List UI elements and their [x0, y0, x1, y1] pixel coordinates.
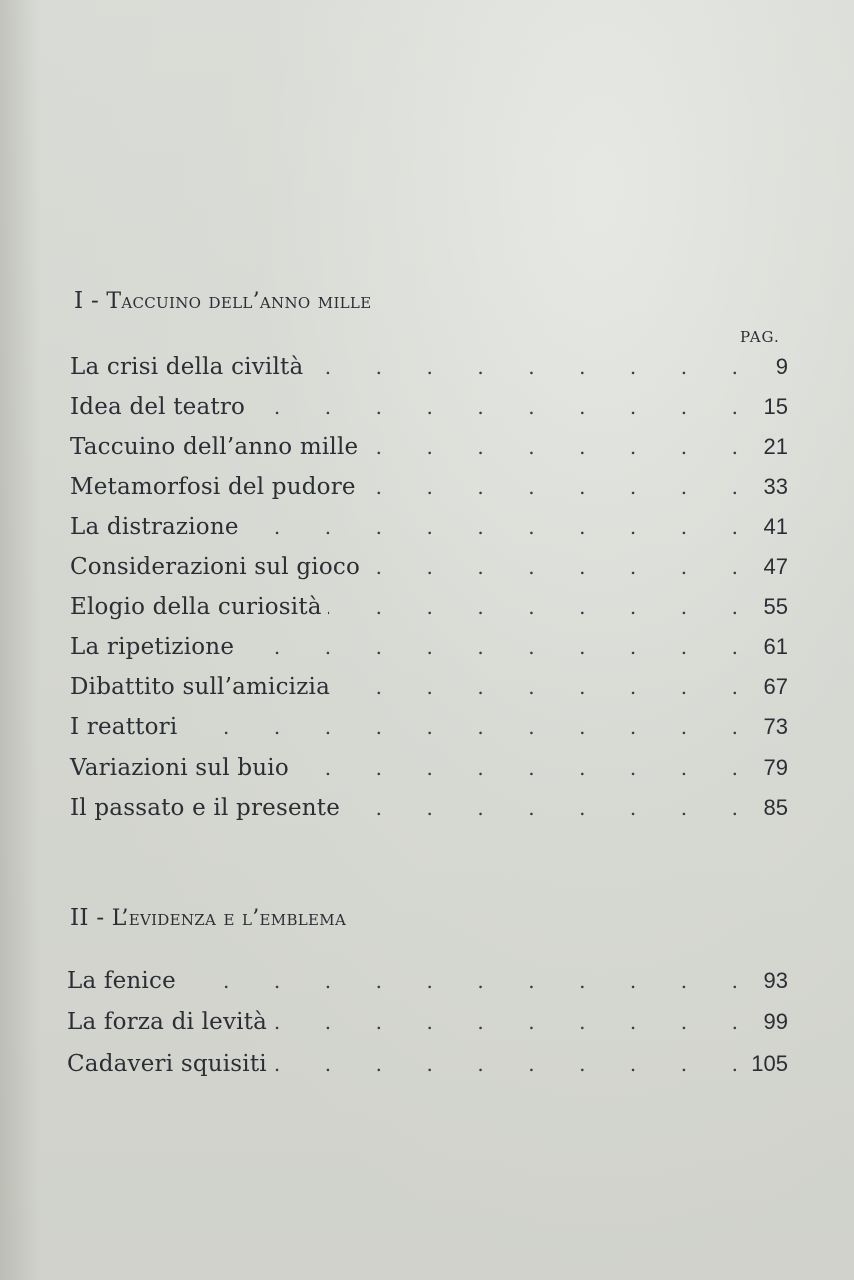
dot-leader [245, 515, 738, 539]
toc-entry-title: La forza di levità [67, 1009, 268, 1035]
section-heading-1 [74, 288, 371, 314]
toc-entry[interactable] [70, 434, 788, 464]
toc-entry-page: 21 [763, 434, 788, 459]
toc-entry-page: 105 [751, 1051, 788, 1076]
toc-entry[interactable] [70, 714, 788, 744]
dot-leader [336, 675, 738, 699]
toc-entry-title: La ripetizione [70, 634, 235, 660]
dot-leader [366, 555, 738, 579]
toc-entry[interactable] [70, 394, 788, 424]
dot-leader [364, 435, 738, 459]
toc-entry-page: 61 [763, 634, 788, 659]
dot-leader [183, 715, 738, 739]
toc-entry-page: 55 [763, 594, 788, 619]
toc-entry-page: 79 [763, 755, 788, 780]
toc-entry-page: 99 [763, 1009, 788, 1034]
toc-entry-title: Il passato e il presente [70, 795, 341, 821]
dot-leader [309, 355, 738, 379]
toc-entry-title: Dibattito sull’amicizia [70, 674, 331, 700]
toc-entry[interactable] [70, 554, 788, 584]
toc-entry[interactable] [70, 795, 788, 825]
dot-leader [273, 1010, 738, 1034]
toc-entry[interactable] [70, 474, 788, 504]
toc-entry-page: 73 [763, 714, 788, 739]
toc-entry-title: La fenice [67, 968, 176, 994]
toc-entry-title: Considerazioni sul gioco [70, 554, 360, 580]
toc-entry-page: 9 [775, 354, 788, 379]
toc-entry[interactable] [67, 1009, 788, 1039]
toc-entry[interactable] [70, 514, 788, 544]
toc-entry-page: 67 [763, 674, 788, 699]
toc-entry-page: 47 [763, 554, 788, 579]
dot-leader [362, 475, 738, 499]
toc-entry-title: I reattori [70, 714, 178, 740]
toc-entry-page: 41 [763, 514, 788, 539]
toc-entry-title: Cadaveri squisiti [67, 1051, 267, 1077]
toc-entry[interactable] [70, 594, 788, 624]
toc-entry-title: Metamorfosi del pudore [70, 474, 356, 500]
toc-entry-title: Taccuino dell’anno mille [70, 434, 359, 460]
section-title-text: L’evidenza e l’emblema [111, 906, 347, 931]
toc-entry-page: 93 [763, 968, 788, 993]
section-numeral: II - [70, 905, 105, 931]
toc-entry-page: 85 [763, 795, 788, 820]
toc-entry[interactable] [67, 1051, 788, 1081]
dot-leader [346, 796, 738, 820]
toc-entry[interactable] [70, 755, 788, 785]
toc-entry-title: La distrazione [70, 514, 239, 540]
dot-leader [182, 969, 738, 993]
dot-leader [251, 395, 738, 419]
toc-entry[interactable] [70, 354, 788, 384]
toc-entry[interactable] [70, 634, 788, 664]
toc-entry-page: 33 [763, 474, 788, 499]
toc-entry-title: Variazioni sul buio [70, 755, 289, 781]
toc-entry-title: Elogio della curiosità [70, 594, 322, 620]
dot-leader [295, 756, 738, 780]
section-heading-2 [70, 905, 346, 931]
dot-leader [328, 595, 738, 619]
toc-entry[interactable] [70, 674, 788, 704]
toc-entry-title: La crisi della civiltà [70, 354, 304, 380]
section-title-text: Taccuino dell’anno mille [106, 289, 372, 314]
dot-leader [273, 1052, 738, 1076]
dot-leader [240, 635, 738, 659]
toc-entry-title: Idea del teatro [70, 394, 246, 420]
page-column-header: PAG. [740, 328, 780, 346]
toc-entry[interactable] [67, 968, 788, 998]
section-numeral: I - [74, 288, 100, 314]
toc-entry-page: 15 [763, 394, 788, 419]
